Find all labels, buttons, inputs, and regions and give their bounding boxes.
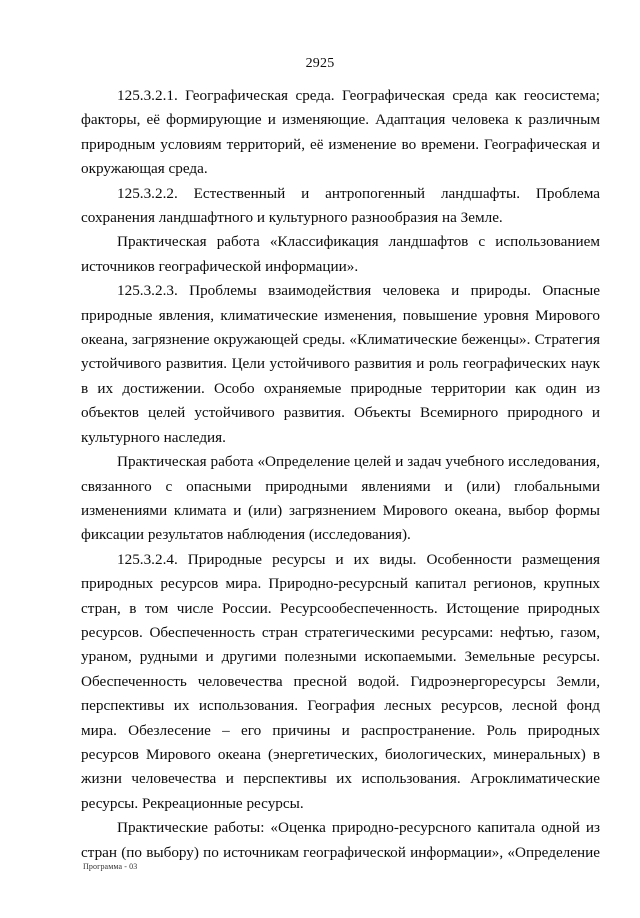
- paragraph-geographic-environment: 125.3.2.1. Географическая среда. Географическая среда как геосистема; факторы, её формирующие и изменяющие. Адаптация человека к различным природным условиям территорий, её изменение во времени. Географическая и окружающая среда.: [81, 87, 600, 178]
- footer-note: Программа - 03: [83, 862, 138, 871]
- paragraph-practical-work-research: Практическая работа «Определение целей и задач учебного исследования, связанного с опасными природными явлениями и (или) глобальными изменениями климата и (или) загрязнением Мирового океана, выбор формы фиксации результатов наблюдения (исследования).: [81, 453, 600, 544]
- document-body: [81, 84, 600, 865]
- paragraph-natural-resources: 125.3.2.4. Природные ресурсы и их виды. Особенности размещения природных ресурсов мира. Природно-ресурсный капитал регионов, крупных стран, в том числе России. Ресурсообеспеченность. Истощение природных ресурсов. Обеспеченность стран стратегическими ресурсами: нефтью, газом, ураном, рудными и другими полезными ископаемыми. Земельные ресурсы. Обеспеченность человечества пресной водой. Гидроэнергоресурсы Земли, перспективы их использования. География лесных ресурсов, лесной фонд мира. Обезлесение – его причины и распространение. Роль природных ресурсов Мирового океана (энергетических, биологических, минеральных) в жизни человечества и перспективы их использования. Агроклиматические ресурсы. Рекреационные ресурсы.: [81, 550, 600, 812]
- paragraph-practical-work-landscapes: Практическая работа «Классификация ландшафтов с использованием источников географической информации».: [81, 233, 600, 275]
- page-number: 2925: [305, 56, 335, 71]
- paragraph-human-nature-interaction: 125.3.2.3. Проблемы взаимодействия человека и природы. Опасные природные явления, климатические изменения, повышение уровня Мирового океана, загрязнение окружающей среды. «Климатические беженцы». Стратегия устойчивого развития. Цели устойчивого развития и роль географических наук в их достижении. Особо охраняемые природные территории как один из объектов целей устойчивого развития. Объекты Всемирного природного и культурного наследия.: [81, 282, 600, 446]
- paragraph-landscapes: 125.3.2.2. Естественный и антропогенный ландшафты. Проблема сохранения ландшафтного и культурного разнообразия на Земле.: [81, 184, 600, 227]
- paragraph-practical-works-resources: Практические работы: «Оценка природно-ресурсного капитала одной из стран (по выбору) по источникам географической информации», «Определение: [81, 819, 600, 861]
